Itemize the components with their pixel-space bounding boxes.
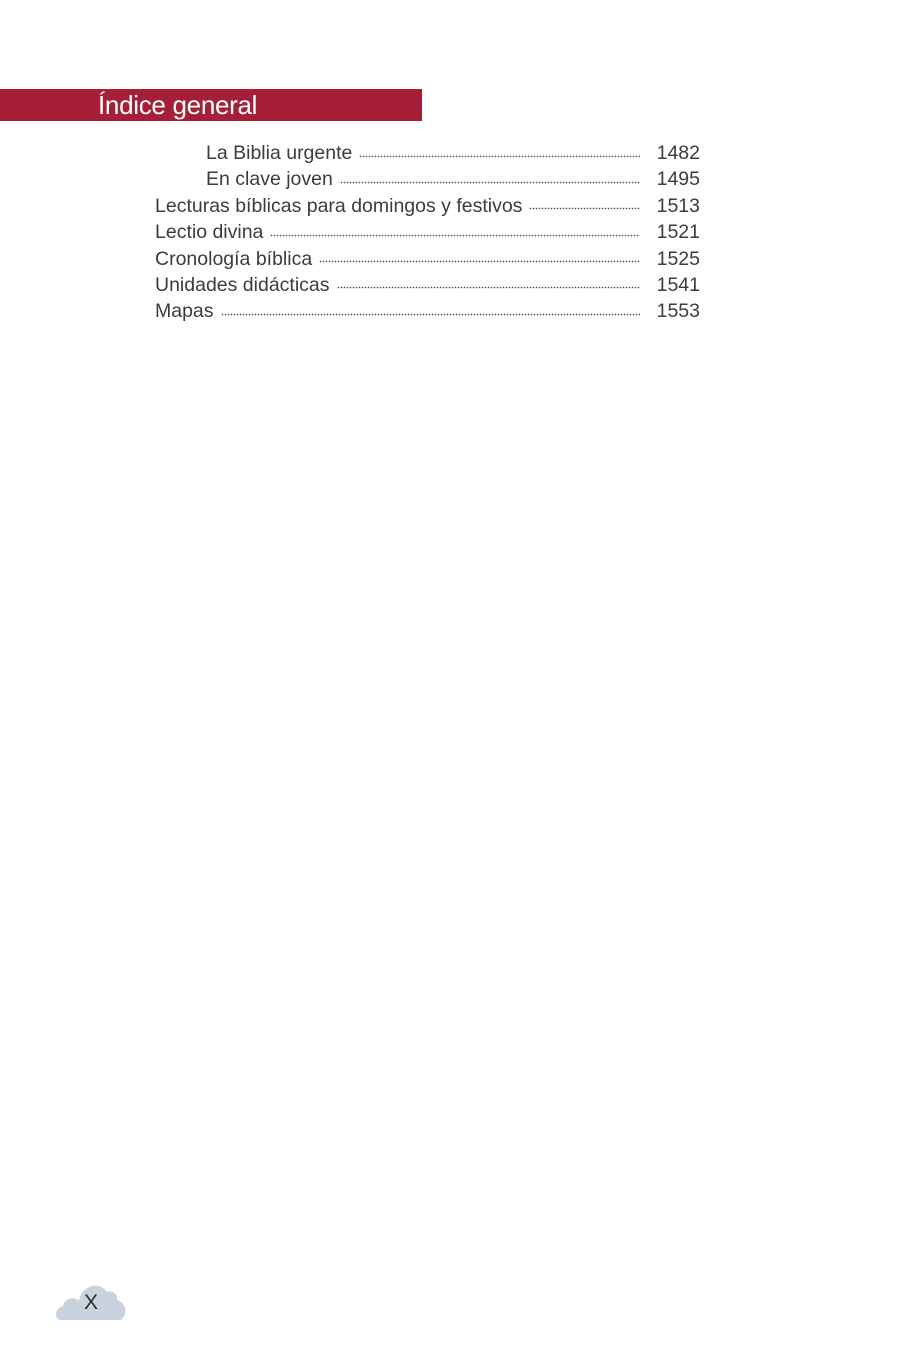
toc-entry-label: Mapas xyxy=(155,300,214,323)
toc-entry[interactable] xyxy=(155,274,700,300)
section-header-band xyxy=(0,89,422,121)
toc-entry[interactable] xyxy=(155,142,700,168)
dot-leader xyxy=(359,154,640,158)
toc-entry-label: En clave joven xyxy=(206,168,333,191)
toc-entry-label: Lectio divina xyxy=(155,221,264,244)
dot-leader xyxy=(270,233,640,237)
toc-entry[interactable] xyxy=(155,221,700,247)
dot-leader xyxy=(337,286,640,290)
dot-leader xyxy=(319,260,640,264)
toc-entry-label: La Biblia urgente xyxy=(206,142,353,164)
toc-entry[interactable] xyxy=(155,168,700,194)
toc-entry-page: 1525 xyxy=(656,247,700,270)
page-number-badge xyxy=(55,1278,127,1322)
toc-entry-page: 1541 xyxy=(656,273,700,296)
toc-entry-page: 1482 xyxy=(656,142,700,164)
toc-entry-page: 1513 xyxy=(656,194,700,217)
dot-leader xyxy=(529,207,640,211)
toc-entry-label: Cronología bíblica xyxy=(155,247,313,270)
toc-entry-page: 1521 xyxy=(656,221,700,244)
dot-leader xyxy=(221,312,640,316)
page-title: Índice general xyxy=(98,90,258,120)
dot-leader xyxy=(340,180,640,184)
toc-entry-label: Lecturas bíblicas para domingos y festivos xyxy=(155,194,523,217)
toc-entry[interactable] xyxy=(155,248,700,274)
toc-entry-label: Unidades didácticas xyxy=(155,273,330,296)
toc-entry[interactable] xyxy=(155,300,700,326)
table-of-contents xyxy=(155,142,700,327)
toc-entry[interactable] xyxy=(155,195,700,221)
toc-entry-page: 1495 xyxy=(656,168,700,191)
page-number: X xyxy=(83,1291,98,1314)
toc-entry-page: 1553 xyxy=(656,300,700,323)
